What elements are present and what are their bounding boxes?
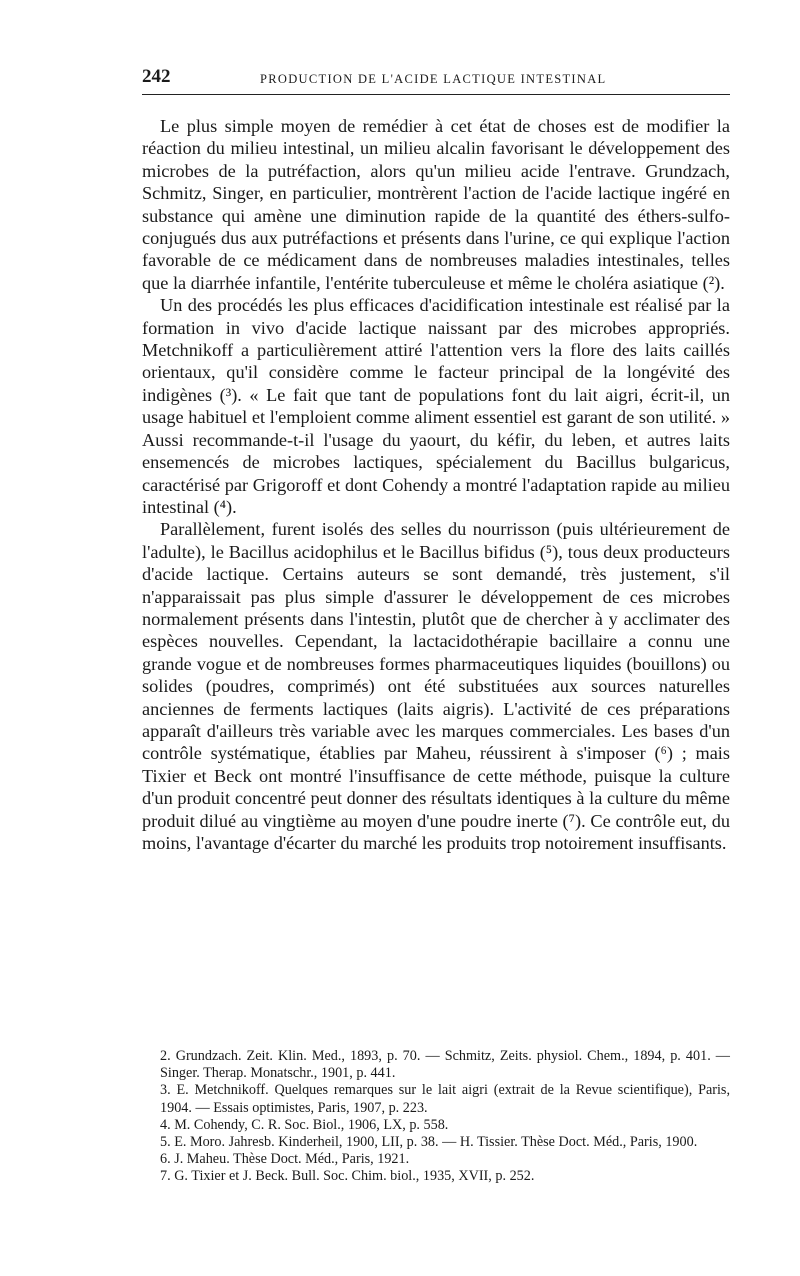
page-number: 242 <box>142 66 171 87</box>
footnote: 2. Grundzach. Zeit. Klin. Med., 1893, p. 70. — Schmitz, Zeits. physiol. Chem., 1894, p. 401. — Singer. Therap. Monatschr., 1901, p. 441. <box>160 1048 730 1082</box>
footnotes <box>142 1048 730 1186</box>
body-text <box>142 115 730 854</box>
paragraph: Un des procédés les plus efficaces d'acidification intestinale est réalisé par la formation in vivo d'acide lactique naissant par des microbes appropriés. Metchnikoff a particulièrement attiré l'attention vers la flore des laits caillés orientaux, qu'il considère comme le facteur principal de la longévité des indigènes (³). « Le fait que tant de populations font du lait aigri, écrit-il, un usage habituel et l'emploient comme aliment essentiel est garant de son utilité. » Aussi recommande-t-il l'usage du yaourt, du kéfir, du leben, et autres laits ensemencés de microbes lactiques, spécialement du Bacillus bulgaricus, caractérisé par Grigoroff et dont Cohendy a montré l'adaptation rapide au milieu intestinal (⁴). <box>142 295 730 517</box>
page-header <box>142 66 730 95</box>
footnote: 6. J. Maheu. Thèse Doct. Méd., Paris, 1921. <box>160 1151 410 1168</box>
paragraph: Parallèlement, furent isolés des selles du nourrisson (puis ultérieurement de l'adulte), le Bacillus acidophilus et le Bacillus bifidus (⁵), tous deux producteurs d'acide lactique. Certains auteurs se sont demandé, très justement, s'il n'apparaissait pas plus simple d'assurer le développement de ces microbes normalement présents dans l'intestin, plutôt que de chercher à y acclimater des espèces nouvelles. Cependant, la lactacidothérapie bacillaire a connu une grande vogue et de nombreuses formes pharmaceutiques liquides (bouillons) ou solides (poudres, comprimés) ont été substituées aux sources naturelles anciennes de ferments lactiques (laits aigris). L'activité de ces préparations apparaît d'ailleurs très variable avec les marques commerciales. Les bases d'un contrôle systématique, établies par Maheu, réussirent à s'imposer (⁶) ; mais Tixier et Beck ont montré l'insuffisance de cette méthode, puisque la culture d'un produit concentré peut donner des résultats identiques à la culture du même produit dilué au vingtième au moyen d'une poudre inerte (⁷). Ce contrôle eut, du moins, l'avantage d'écarter du marché les produits trop notoirement insuffisants. <box>142 519 730 853</box>
footnote: 5. E. Moro. Jahresb. Kinderheil, 1900, LII, p. 38. — H. Tissier. Thèse Doct. Méd., Paris, 1900. <box>160 1134 698 1151</box>
footnote: 4. M. Cohendy, C. R. Soc. Biol., 1906, LX, p. 558. <box>160 1116 449 1133</box>
running-head: PRODUCTION DE L'ACIDE LACTIQUE INTESTINAL <box>260 72 607 86</box>
footnote: 3. E. Metchnikoff. Quelques remarques sur le lait aigri (extrait de la Revue scientifique), Paris, 1904. — Essais optimistes, Paris, 1907, p. 223. <box>160 1082 730 1116</box>
footnote: 7. G. Tixier et J. Beck. Bull. Soc. Chim. biol., 1935, XVII, p. 252. <box>160 1168 535 1185</box>
paragraph: Le plus simple moyen de remédier à cet état de choses est de modifier la réaction du milieu intestinal, un milieu alcalin favorisant le développement des microbes de la putréfaction, alors qu'un milieu acide l'entrave. Grundzach, Schmitz, Singer, en particulier, montrèrent l'action de l'acide lactique ingéré en substance qui amène une diminution rapide de la quantité des éthers-sulfo-conjugués dus aux putréfactions et présents dans l'urine, ce qui explique l'action favorable de ce médicament dans de nombreuses maladies intestinales, telles que la diarrhée infantile, l'entérite tuberculeuse et même le choléra asiatique (²). <box>142 116 730 293</box>
